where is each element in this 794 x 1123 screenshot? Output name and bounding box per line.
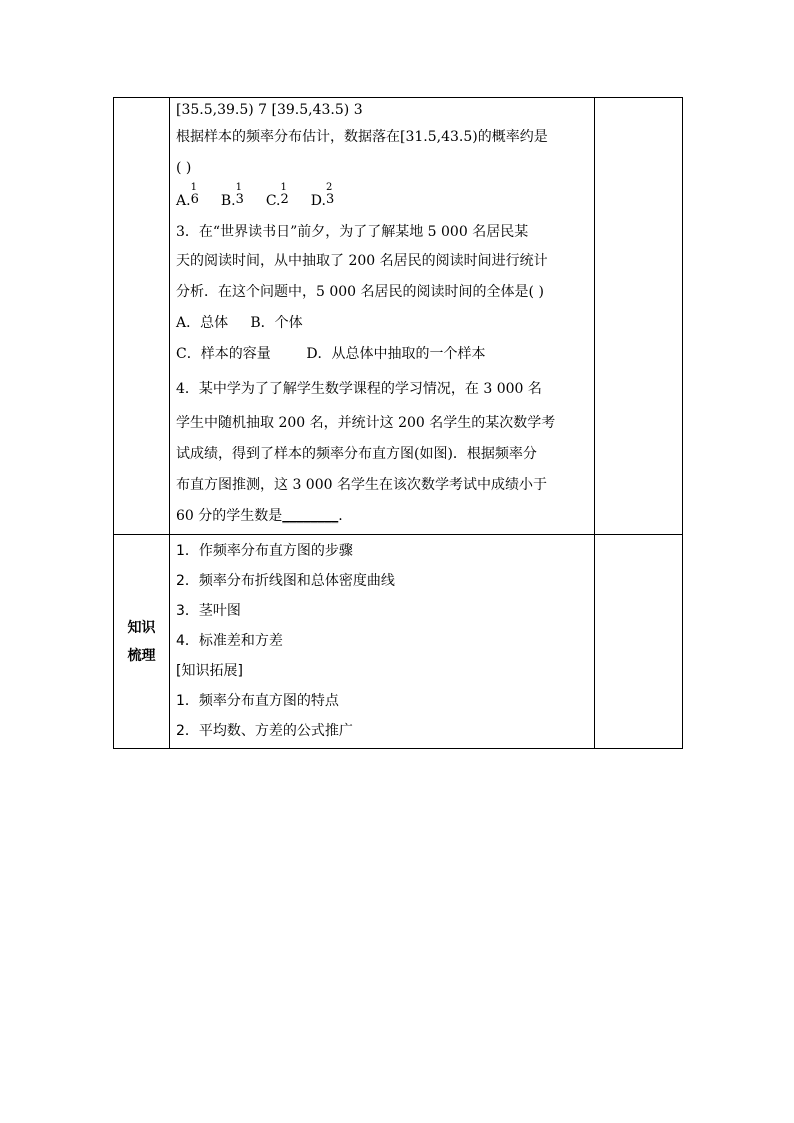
question-3-option-d: D．从总体中抽取的一个样本 [306, 346, 486, 362]
frequency-table-tail: [35.5,39.5) 7 [39.5,43.5) 3 [176, 102, 363, 118]
question-2-stem: 根据样本的频率分布估计，数据落在[31.5,43.5)的概率约是 [176, 129, 548, 145]
knowledge-item-3: 3．茎叶图 [176, 603, 241, 619]
question-4-line-1: 4．某中学为了了解学生数学课程的学习情况，在 3 000 名 [176, 381, 542, 397]
question-3-line-3: 分析．在这个问题中，5 000 名居民的阅读时间的全体是( ) [176, 284, 544, 300]
knowledge-label-cell [114, 535, 170, 749]
question-3-line-1: 3．在“世界读书日”前夕，为了了解某地 5 000 名居民某 [176, 224, 529, 240]
knowledge-item-2: 2．频率分布折线图和总体密度曲线 [176, 573, 395, 589]
option-b: B. 1 3 [220, 182, 244, 209]
knowledge-notes-cell [595, 535, 683, 749]
knowledge-item-1: 1．作频率分布直方图的步骤 [176, 543, 353, 559]
knowledge-extension-heading: [知识拓展] [176, 663, 243, 679]
knowledge-content-cell [170, 535, 595, 749]
lesson-table [113, 97, 683, 749]
exercise-row [114, 98, 683, 535]
option-d: D. 2 3 [310, 182, 335, 209]
knowledge-item-4: 4．标准差和方差 [176, 633, 283, 649]
question-3-option-b: B．个体 [250, 315, 303, 331]
knowledge-label-bottom: 梳理 [127, 647, 156, 664]
exercise-label-cell [114, 98, 170, 535]
knowledge-row [114, 535, 683, 749]
question-3-options-cd [176, 338, 589, 370]
option-a: A. 1 6 [176, 182, 199, 209]
question-3-option-a: A．总体 [176, 315, 229, 331]
exercise-notes-cell [595, 98, 683, 535]
knowledge-label-top: 知识 [127, 619, 156, 636]
question-3-options-ab [176, 308, 589, 338]
question-4-line-2: 学生中随机抽取 200 名，并统计这 200 名学生的某次数学考 [176, 415, 556, 431]
exercise-content-cell [170, 98, 595, 535]
extension-item-2: 2．平均数、方差的公式推广 [176, 723, 353, 739]
question-3-option-c: C．样本的容量 [176, 346, 271, 362]
question-2-bracket: ( ) [176, 160, 192, 176]
answer-blank: ________ [282, 508, 339, 524]
extension-item-1: 1．频率分布直方图的特点 [176, 693, 339, 709]
option-c: C. 1 2 [265, 182, 289, 209]
question-4-line-4: 布直方图推测，这 3 000 名学生在该次数学考试中成绩小于 [176, 477, 547, 493]
question-4-line-3: 试成绩，得到了样本的频率分布直方图(如图)．根据频率分 [176, 446, 537, 462]
question-4-line-5: 60 分的学生数是________. [176, 508, 343, 524]
question-2-options [176, 184, 589, 218]
question-3-line-2: 天的阅读时间，从中抽取了 200 名居民的阅读时间进行统计 [176, 253, 548, 269]
